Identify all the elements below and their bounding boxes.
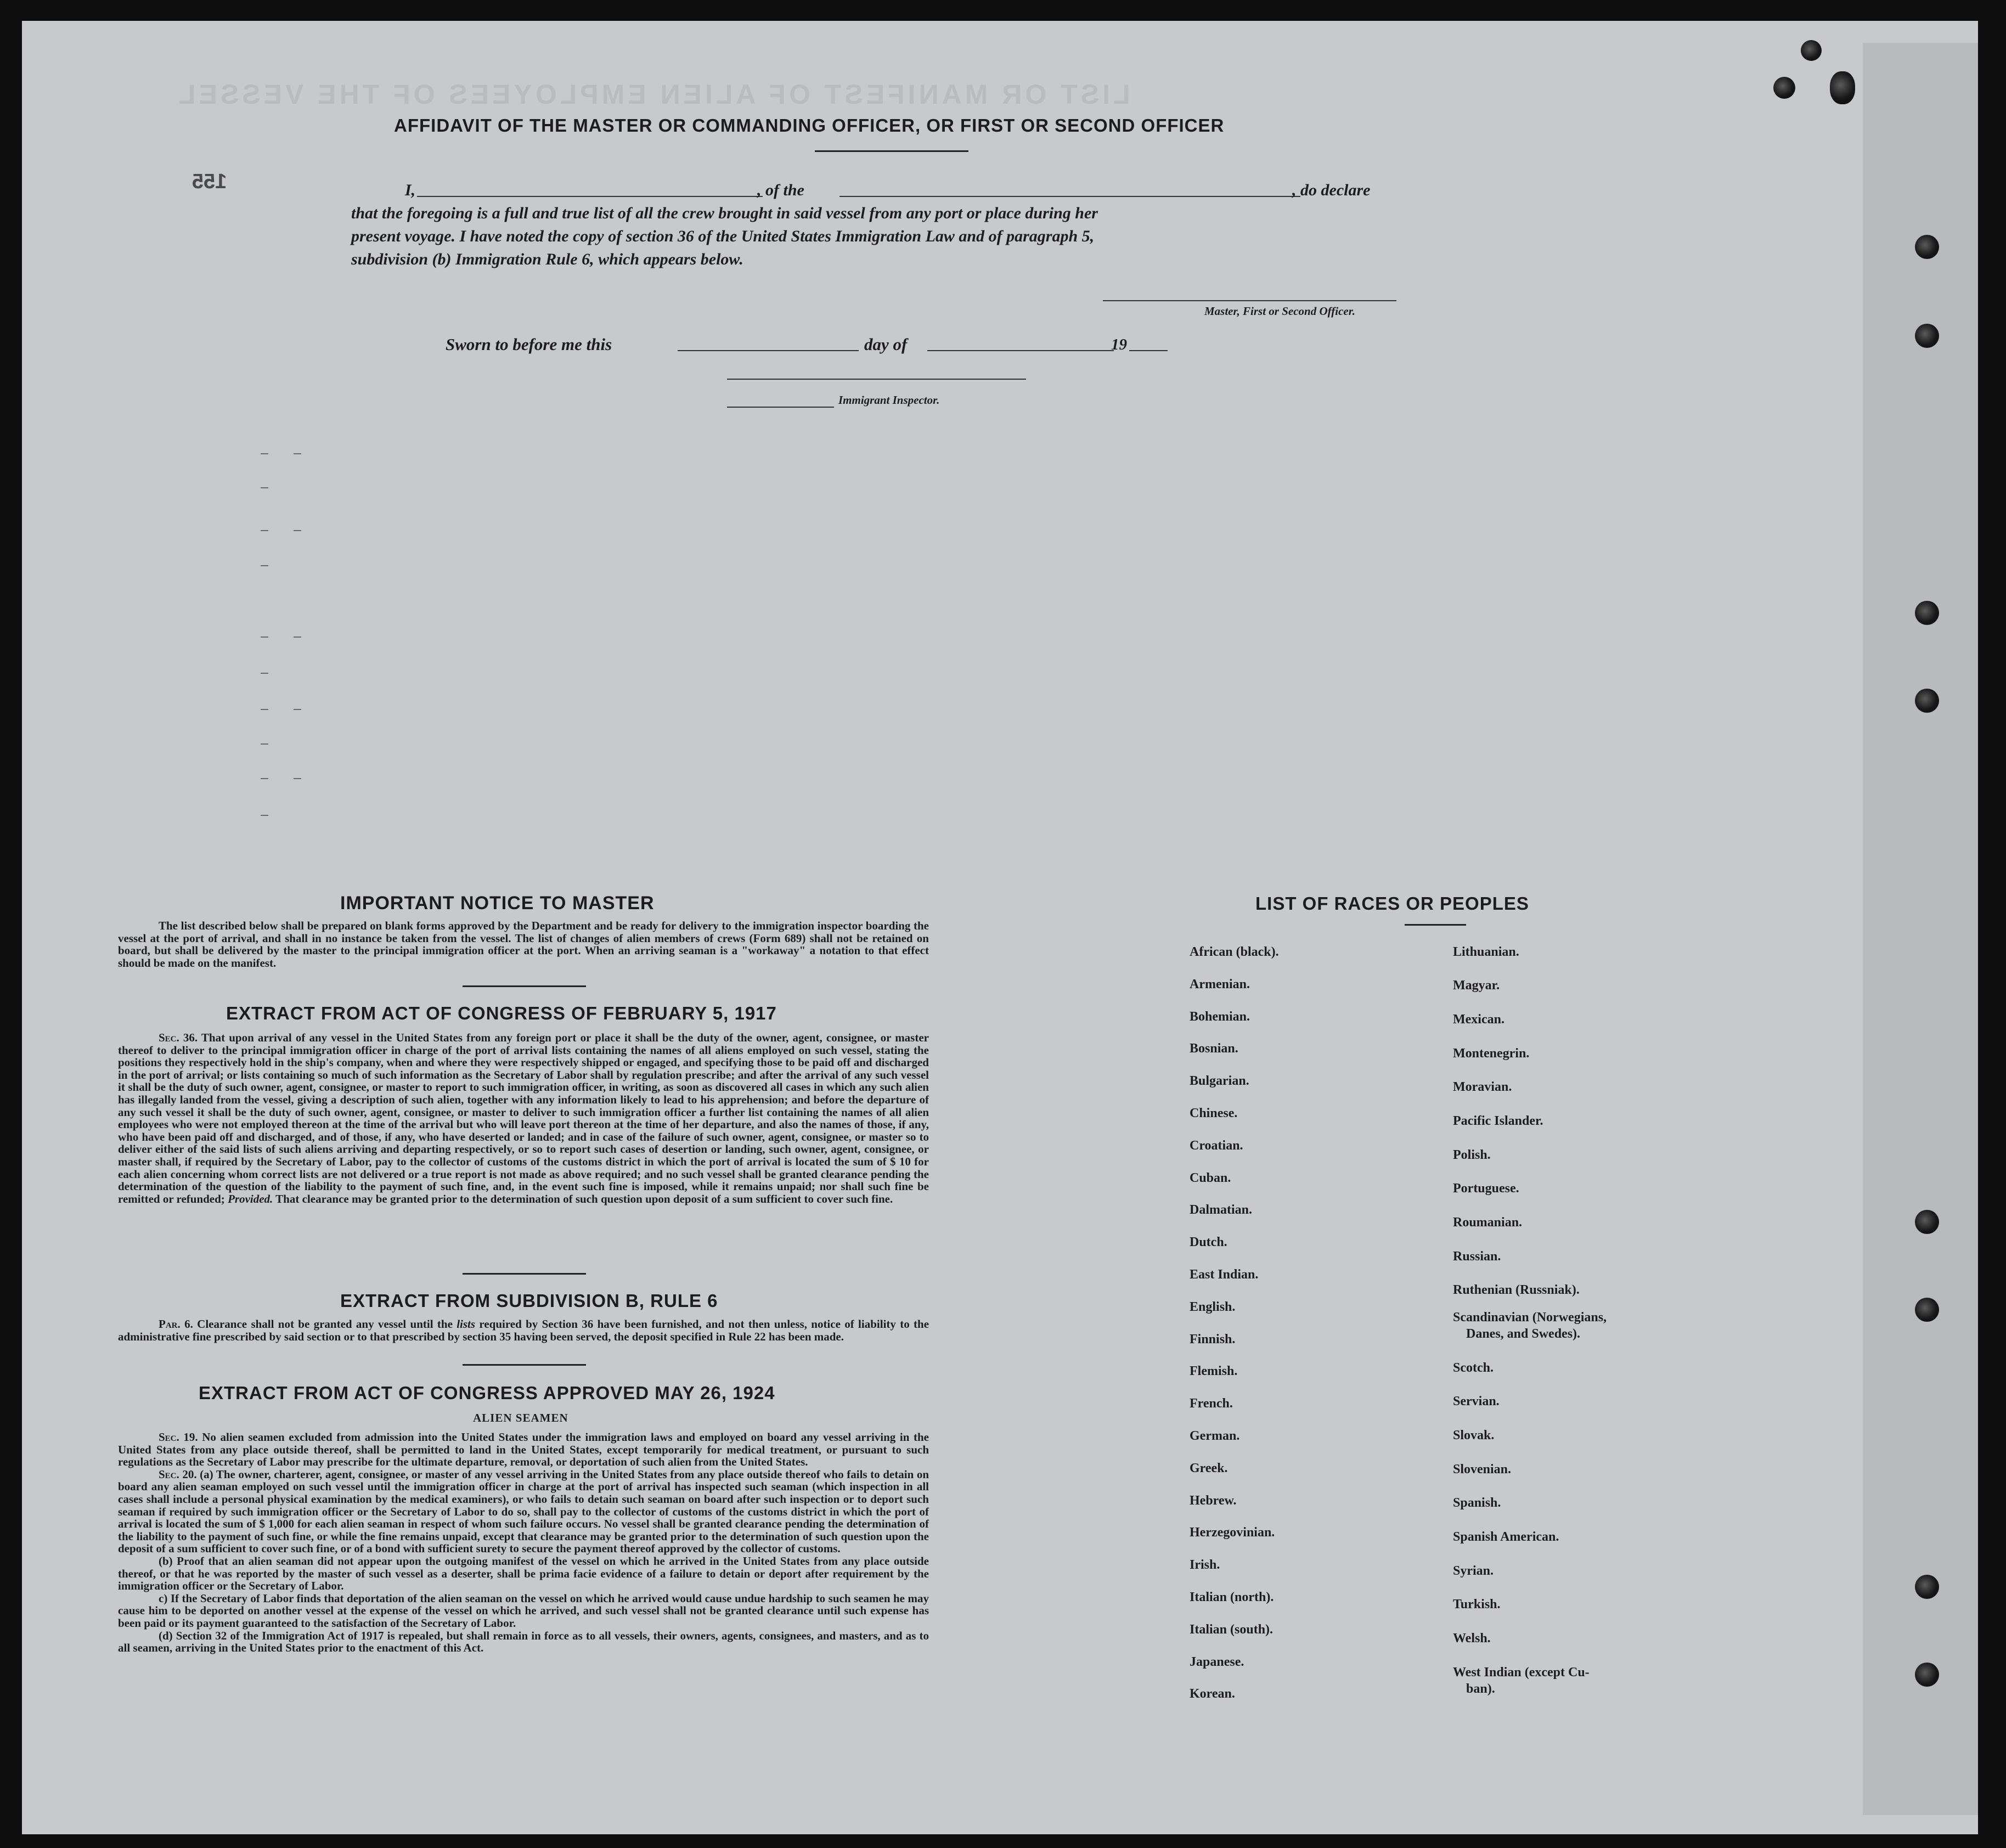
punch-hole xyxy=(1915,1663,1939,1687)
provided-word: Provided. xyxy=(228,1192,273,1205)
race-item: Polish. xyxy=(1453,1148,1491,1162)
sworn-year-blank xyxy=(1129,350,1168,351)
ledger-dash xyxy=(261,565,268,566)
race-item: Bohemian. xyxy=(1190,1009,1250,1024)
day-of-text: day of xyxy=(864,335,908,354)
punch-hole xyxy=(1915,1575,1939,1599)
race-item: Roumanian. xyxy=(1453,1215,1523,1230)
inspector-signature-line xyxy=(727,379,1026,380)
race-item: Herzegovinian. xyxy=(1190,1525,1275,1540)
race-item: Montenegrin. xyxy=(1453,1046,1530,1061)
page-right-edge xyxy=(1863,43,1978,1815)
race-item: French. xyxy=(1190,1396,1233,1411)
vessel-blank xyxy=(839,196,1300,197)
affidavit-title: AFFIDAVIT OF THE MASTER OR COMMANDING OFFICER, OR FIRST OR SECOND OFFICER xyxy=(394,115,1225,136)
sworn-month-blank xyxy=(927,350,1114,351)
race-item: African (black). xyxy=(1190,945,1279,959)
race-item: Portuguese. xyxy=(1453,1181,1519,1196)
rule6-divider xyxy=(463,1364,586,1366)
race-item: English. xyxy=(1190,1299,1236,1314)
race-item: Pacific Islander. xyxy=(1453,1114,1543,1128)
extract-1924-text xyxy=(118,1431,929,1654)
sec-19-paragraph xyxy=(118,1431,929,1468)
race-item: Slovenian. xyxy=(1453,1462,1512,1477)
master-signature-line xyxy=(1103,300,1396,301)
notice-title: IMPORTANT NOTICE TO MASTER xyxy=(340,893,655,914)
race-item: Finnish. xyxy=(1190,1332,1236,1346)
sec-36-body: That upon arrival of any vessel in the United States from any foreign port or place it shall be the duty of the owner, agent, consignee, or master thereof to deliver to the principal immigration officer in charge of the port of arrival lists containing the names of all aliens employed on such vessel, stating the positions they respectively hold in the ship's company, when and where they were respectively shipped or engaged, and specifying those to be paid off and discharged in the port of arrival; or lists containing so much of such information as the Secretary of Labor shall by regulation prescribe; and after the arrival of any such vessel it shall be the duty of such owner, agent, consignee, or master to report to such immigration officer, in writing, as soon as discovered all cases in which any such alien has illegally landed from the vessel, giving a description of such alien, together with any information likely to lead to his apprehension; and before the departure of any such vessel it shall be the duty of such owner, agent, consignee, or master to deliver to such immigration officer a further list containing the names of all alien employees who were not employed thereon at the time of the arrival but who will leave port thereon at the time of her departure, and also the names of those, if any, who have been paid off and discharged, and of those, if any, who have deserted or landed; and in case of the failure of such owner, agent, consignee, or master so to deliver either of the said lists of such aliens arriving and departing respectively, or so to report such cases of desertion or landing, such owner, agent, consignee, or master shall, if required by the Secretary of Labor, pay to the collector of customs of the customs district in which the port of arrival is located the sum of $ 10 for each alien concerning whom correct lists are not delivered or a true report is not made as above required; and no such vessel shall be granted clearance pending the determination of the question of the liability to the payment of such fine, and, in the event such fine is imposed, while it remains unpaid; nor shall such fine be remitted or refunded; xyxy=(118,1031,929,1205)
race-item: Chinese. xyxy=(1190,1106,1238,1120)
punch-hole xyxy=(1915,324,1939,348)
extract-1917-text xyxy=(118,1032,929,1205)
ledger-dash xyxy=(261,487,268,488)
extract-1917-title: EXTRACT FROM ACT OF CONGRESS OF FEBRUARY 5, 1917 xyxy=(226,1003,777,1023)
sec-36-body-2: That clearance may be granted prior to the determination of such question upon deposit of a sum sufficient to cover such fine. xyxy=(275,1192,893,1205)
race-item: West Indian (except Cu- xyxy=(1453,1665,1590,1680)
race-item: Servian. xyxy=(1453,1394,1500,1408)
punch-hole xyxy=(1915,601,1939,625)
rule6-text xyxy=(118,1318,929,1343)
race-item: Magyar. xyxy=(1453,978,1500,993)
race-item: Italian (south). xyxy=(1190,1622,1274,1637)
races-title-underline xyxy=(1405,924,1466,926)
races-title: LIST OF RACES OR PEOPLES xyxy=(1255,893,1529,914)
ledger-dash xyxy=(261,815,268,816)
sworn-day-blank xyxy=(678,350,859,351)
race-item: Spanish American. xyxy=(1453,1530,1559,1544)
inspector-label: Immigrant Inspector. xyxy=(838,393,940,407)
punch-hole xyxy=(1801,40,1822,61)
race-item: Bulgarian. xyxy=(1190,1074,1249,1089)
punch-hole xyxy=(1915,235,1939,259)
name-blank xyxy=(417,196,763,197)
notice-text: The list described below shall be prepared on blank forms approved by the Department and be ready for delivery to the immigration inspector boarding the vessel at the port of arrival, and shall in no instance be taken from the vessel. The list of changes of alien members of crews (Form 689) shall not be retained on board, but shall be delivered by the master to the principal immigration officer at the port. When an arriving seaman is a "workaway" a notation to that effect should be made on the manifest. xyxy=(118,919,929,970)
affidavit-of-the: , of the xyxy=(757,181,804,199)
sec-20d-paragraph: (d) Section 32 of the Immigration Act of 1917 is repealed, but shall remain in force as to all vessels, their owners, agents, consignees, and masters, and as to all seamen, arriving in the United States prior to the enactment of this Act. xyxy=(118,1629,929,1655)
ledger-dash xyxy=(294,636,301,638)
ledger-dash xyxy=(261,709,268,710)
ledger-dash xyxy=(261,530,268,531)
race-item: Spanish. xyxy=(1453,1496,1501,1510)
ledger-dash xyxy=(261,778,268,779)
rule6-title: EXTRACT FROM SUBDIVISION B, RULE 6 xyxy=(340,1291,718,1311)
title-underline xyxy=(815,150,968,152)
ledger-dash xyxy=(261,673,268,674)
race-item: Greek. xyxy=(1190,1461,1228,1475)
race-item: ban). xyxy=(1466,1682,1495,1696)
race-item: Russian. xyxy=(1453,1249,1501,1264)
bleed-through-heading: LIST OR MANIFEST OF ALIEN EMPLOYEES OF THE VESSEL xyxy=(176,79,1130,110)
extract-1917-divider xyxy=(463,1273,586,1275)
punch-hole xyxy=(1915,1210,1939,1234)
sec-20-label: Sec. 20. xyxy=(159,1467,197,1481)
race-item: Flemish. xyxy=(1190,1364,1238,1379)
alien-seamen-subtitle: ALIEN SEAMEN xyxy=(473,1411,568,1424)
sec-19-label: Sec. 19. xyxy=(159,1430,198,1444)
sec-20b-paragraph: (b) Proof that an alien seaman did not appear upon the outgoing manifest of the vessel on which he arrived in the United States from any place outside thereof, or that he was reported by the master of such vessel as a deserter, shall be prima facie evidence of a failure to detain or deport after requirement by the immigration officer or the Secretary of Labor. xyxy=(118,1554,929,1593)
race-item: Dalmatian. xyxy=(1190,1203,1252,1218)
race-item: German. xyxy=(1190,1429,1240,1443)
ledger-dash xyxy=(261,453,268,454)
rule6-body-a: Clearance shall not be granted any vessel until the xyxy=(197,1317,453,1331)
extract-1924-title: EXTRACT FROM ACT OF CONGRESS APPROVED MAY 26, 1924 xyxy=(199,1383,775,1403)
punch-hole xyxy=(1915,1298,1939,1322)
affidavit-i: I, xyxy=(405,181,416,199)
race-item: Hebrew. xyxy=(1190,1493,1237,1508)
sec-20a-paragraph xyxy=(118,1468,929,1555)
race-item: Italian (north). xyxy=(1190,1590,1274,1604)
ledger-dash xyxy=(294,778,301,779)
punch-hole xyxy=(1773,77,1795,99)
punch-hole xyxy=(1915,689,1939,713)
year-text: 19 xyxy=(1111,336,1127,353)
race-item: Bosnian. xyxy=(1190,1041,1238,1056)
master-signature-label: Master, First or Second Officer. xyxy=(1204,305,1355,318)
punch-hole xyxy=(1830,71,1855,104)
race-item: Japanese. xyxy=(1190,1654,1244,1669)
affidavit-declare: , do declare xyxy=(1292,181,1371,199)
race-item: Slovak. xyxy=(1453,1428,1495,1443)
race-item: Danes, and Swedes). xyxy=(1466,1327,1581,1341)
sec-20c-paragraph: c) If the Secretary of Labor finds that deportation of the alien seaman on the vessel on which he arrived would cause undue hardship to such seamen he may cause him to be deported on another vessel at the expense of the vessel on which he arrived, and such vessel shall not be granted clearance until such expense has been paid or its payment guaranteed to the satisfaction of the Secretary of Labor. xyxy=(118,1591,929,1630)
race-item: Irish. xyxy=(1190,1558,1220,1573)
rule6-body-b: required by Section 36 have been furnished, and not then unless, notice of liability to the administrative fine prescribed by said section or to that prescribed by section 35 having been served, the deposit specified in Rule 22 has been made. xyxy=(118,1317,929,1343)
affidavit-line-4: subdivision (b) Immigration Rule 6, which appears below. xyxy=(351,250,743,268)
notice-divider xyxy=(463,985,586,987)
lists-word: lists xyxy=(457,1317,476,1331)
ledger-dash xyxy=(261,743,268,745)
sworn-text: Sworn to before me this xyxy=(446,335,612,354)
race-item: Moravian. xyxy=(1453,1080,1512,1094)
race-item: Mexican. xyxy=(1453,1012,1505,1027)
race-item: Scandinavian (Norwegians, xyxy=(1453,1310,1607,1325)
ledger-dash xyxy=(294,709,301,710)
race-item: Korean. xyxy=(1190,1687,1235,1701)
race-item: East Indian. xyxy=(1190,1267,1259,1282)
race-item: Croatian. xyxy=(1190,1138,1243,1153)
par-6-label: Par. 6. xyxy=(159,1317,193,1331)
inspector-signature-line-2 xyxy=(727,407,834,408)
race-item: Lithuanian. xyxy=(1453,945,1519,959)
race-item: Cuban. xyxy=(1190,1170,1231,1185)
race-item: Armenian. xyxy=(1190,977,1250,991)
sec-20a-body: (a) The owner, charterer, agent, consignee, or master of any vessel arriving in the United States from any place outside thereof who fails to detain on board any alien seaman employed on such vessel until the immigration officer in charge at the port of arrival has inspected such seaman (which inspection in all cases shall include a personal physical examination by the medical examiners), or who fails to detain such seaman on board after such inspection or to deport such seaman if required by such immigration officer or the Secretary of Labor to do so, shall pay to the collector of customs of the customs district in which the port of arrival is located the sum of $ 1,000 for each alien seaman in respect of whom such failure occurs. No vessel shall be granted clearance pending the determination of the liability to the payment of such fine, or while the fine remains unpaid, except that clearance may be granted prior to the determination of such question upon the deposit of a sum sufficient to cover such fine, or of a bond with sufficient surety to secure the payment thereof approved by the collector of customs. xyxy=(118,1467,929,1556)
sec-36-label: Sec. 36. xyxy=(159,1031,198,1044)
ledger-dash xyxy=(261,636,268,638)
page-number: 155 xyxy=(192,170,227,193)
race-item: Scotch. xyxy=(1453,1361,1494,1375)
sec-19-body: No alien seamen excluded from admission into the United States under the immigration laws and employed on board any vessel arriving in the United States from any place outside thereof, shall be permitted to land in the United States, except temporarily for medical treatment, or pursuant to such regulations as the Secretary of Labor may prescribe for the ultimate departure, removal, or deportation of such alien from the United States. xyxy=(118,1430,929,1469)
race-item: Ruthenian (Russniak). xyxy=(1453,1283,1580,1297)
race-item: Dutch. xyxy=(1190,1235,1227,1250)
affidavit-line-2: that the foregoing is a full and true list of all the crew brought in said vessel from any port or place during her xyxy=(351,204,1098,222)
ledger-dash xyxy=(294,453,301,454)
race-item: Welsh. xyxy=(1453,1631,1491,1646)
race-item: Turkish. xyxy=(1453,1597,1501,1612)
affidavit-line-3: present voyage. I have noted the copy of section 36 of the United States Immigration Law and of paragraph 5, xyxy=(351,227,1095,245)
ledger-dash xyxy=(294,530,301,531)
race-item: Syrian. xyxy=(1453,1564,1494,1578)
